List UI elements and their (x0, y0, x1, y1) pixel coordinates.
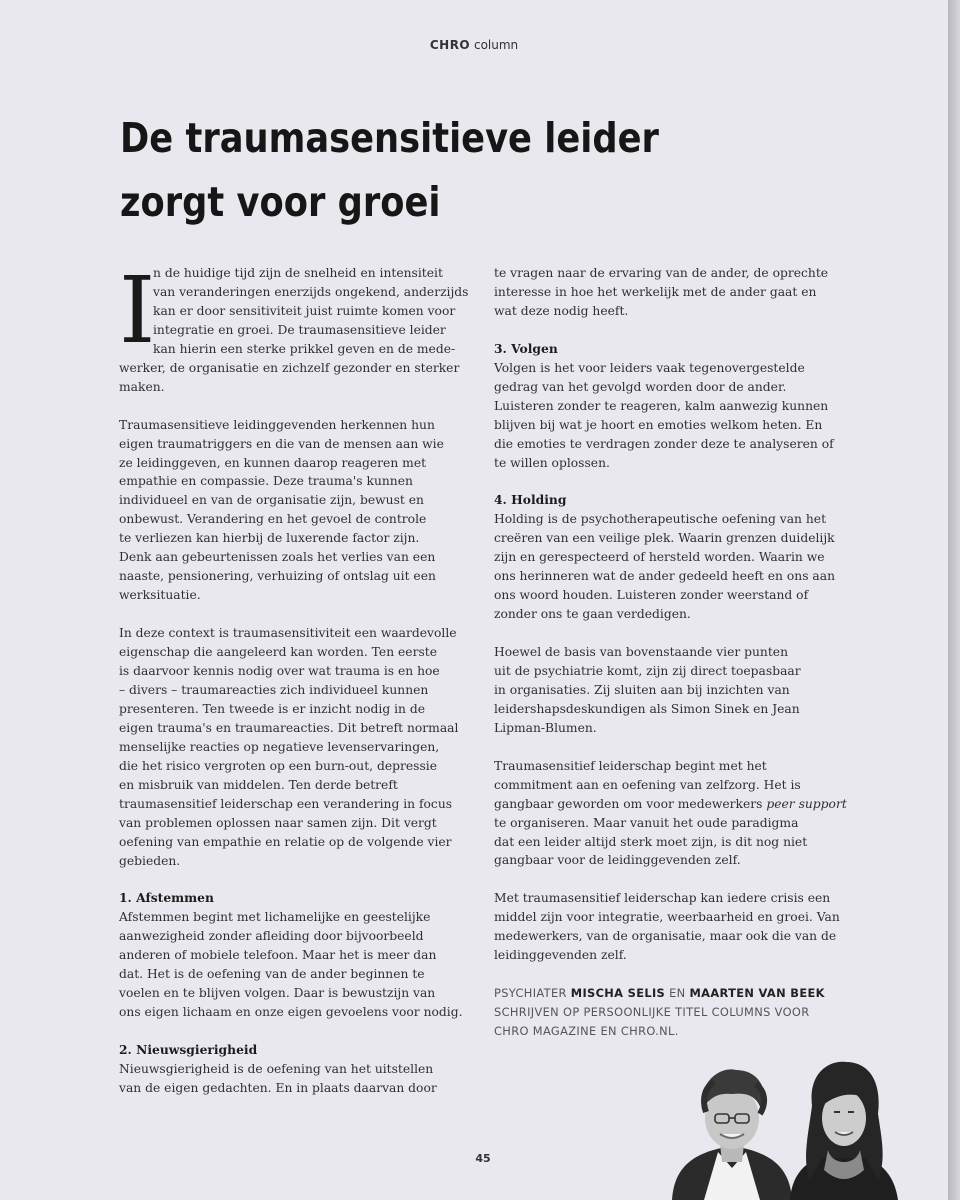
intro-line: van veranderingen enerzijds ongekend, anderzijds (153, 284, 469, 299)
text-line: en misbruik van middelen. Ten derde betreft (119, 777, 398, 792)
text-line: Traumasensitief leiderschap begint met het (494, 758, 767, 773)
text-line: eigenschap die aangeleerd kan worden. Ten eerste (119, 645, 437, 660)
paragraph-basis (494, 643, 834, 738)
text-line: gebieden. (119, 853, 181, 868)
text-line: eigen traumatriggers en die van de mensen aan wie (119, 436, 444, 451)
text-line: Met traumasensitief leiderschap kan iedere crisis een (494, 891, 831, 906)
section-nieuwsgierigheid (119, 1041, 474, 1098)
text-line: is daarvoor kennis nodig over wat trauma is en hoe (119, 663, 440, 678)
text-line: individueel en van de organisatie zijn, bewust en (119, 493, 424, 508)
text-line: Holding is de psychotherapeutische oefening van het (494, 512, 827, 527)
credit-prefix: PSYCHIATER (494, 986, 571, 1001)
text-line: te organiseren. Maar vanuit het oude paradigma (494, 815, 799, 830)
intro-line: werker, de organisatie en zichzelf gezonder en sterker (119, 360, 460, 375)
text-line: van problemen oplossen naar samen zijn. Dit vergt (119, 815, 437, 830)
page-edge (948, 0, 960, 1200)
paragraph-context (119, 624, 474, 870)
text-line: van de eigen gedachten. En in plaats daarvan door (119, 1080, 437, 1095)
text-line: gedrag van het gevolgd worden door de ander. (494, 379, 787, 394)
text-line: ons eigen lichaam en onze eigen gevoelens voor nodig. (119, 1005, 463, 1020)
text-line: – divers – traumareacties zich individueel kunnen (119, 682, 429, 697)
section-label (0, 38, 948, 52)
text-line: wat deze nodig heeft. (494, 303, 629, 318)
subheading-nieuwsgierigheid: 2. Nieuwsgierigheid (119, 1042, 258, 1058)
section-holding (494, 491, 834, 624)
text-line: dat. Het is de oefening van de ander beginnen te (119, 967, 425, 982)
text-line: blijven bij wat je hoort en emoties welkom heten. En (494, 417, 823, 432)
author-photo (632, 1040, 932, 1200)
text-line (494, 795, 847, 814)
paragraph-crisis (494, 889, 840, 965)
headline-line-2: zorgt voor groei (120, 178, 441, 226)
text-line: Denk aan gebeurtenissen zoals het verlies van een (119, 550, 436, 565)
text-line: ons woord houden. Luisteren zonder weerstand of (494, 588, 809, 603)
credit-line: CHRO MAGAZINE EN CHRO.NL. (494, 1024, 679, 1039)
text-line: werksituatie. (119, 588, 201, 603)
text-line: creëren van een veilige plek. Waarin grenzen duidelijk (494, 531, 835, 546)
text-line: aanwezigheid zonder afleiding door bijvoorbeeld (119, 929, 424, 944)
section-afstemmen (119, 889, 474, 1022)
text-line: te verliezen kan hierbij de luxerende factor zijn. (119, 531, 420, 546)
text-line: Traumasensitieve leidinggevenden herkennen hun (119, 417, 435, 432)
text-line: Hoewel de basis van bovenstaande vier punten (494, 645, 788, 660)
credit-line: SCHRIJVEN OP PERSOONLIJKE TITEL COLUMNS VOOR (494, 1005, 810, 1020)
text-line: voelen en te blijven volgen. Daar is bewustzijn van (119, 986, 436, 1001)
text-line: In deze context is traumasensitiviteit een waardevolle (119, 626, 457, 641)
intro-line: kan hierin een sterke prikkel geven en de mede- (153, 341, 456, 356)
text-line: eigen trauma's en traumareacties. Dit betreft normaal (119, 720, 459, 735)
text-line: in organisaties. Zij sluiten aan bij inzichten van (494, 682, 790, 697)
paragraph-continuation (494, 264, 834, 321)
text-line: leidinggevenden zelf. (494, 948, 627, 963)
text-line: commitment aan en oefening van zelfzorg. Het is (494, 777, 801, 792)
text-line: medewerkers, van de organisatie, maar ook die van de (494, 929, 837, 944)
text-line: Nieuwsgierigheid is de oefening van het uitstellen (119, 1061, 434, 1076)
text-line: Volgen is het voor leiders vaak tegenovergestelde (494, 360, 805, 375)
text-line: gangbaar voor de leidinggevenden zelf. (494, 853, 741, 868)
paragraph-triggers (119, 416, 474, 606)
text-line: oefening van empathie en relatie op de volgende vier (119, 834, 452, 849)
subheading-afstemmen: 1. Afstemmen (119, 890, 214, 906)
text-line: traumasensitief leiderschap een verandering in focus (119, 796, 453, 811)
text-span: gangbaar geworden om voor medewerkers (494, 796, 767, 811)
text-line: anderen of mobiele telefoon. Maar het is meer dan (119, 948, 437, 963)
credit-line (494, 984, 834, 1003)
author-name-2: MAARTEN VAN BEEK (689, 986, 825, 1001)
text-line: leidershapsdeskundigen als Simon Sinek en Jean (494, 701, 800, 716)
text-line: zijn en gerespecteerd of hersteld worden. Waarin we (494, 550, 825, 565)
author-credit (494, 984, 834, 1041)
text-line: menselijke reacties op negatieve levenservaringen, (119, 739, 440, 754)
text-line: empathie en compassie. Deze trauma's kunnen (119, 474, 413, 489)
text-line: te willen oplossen. (494, 455, 610, 470)
credit-connector: EN (665, 986, 690, 1001)
text-line: presenteren. Ten tweede is er inzicht nodig in de (119, 701, 426, 716)
headline-line-1: De traumasensitieve leider (120, 114, 659, 162)
brand-label: CHRO (429, 38, 471, 52)
text-line: dat een leider altijd sterk moet zijn, is dit nog niet (494, 834, 808, 849)
text-line: die het risico vergroten op een burn-out, depressie (119, 758, 437, 773)
text-line: te vragen naar de ervaring van de ander, de oprechte (494, 266, 829, 280)
text-line: middel zijn voor integratie, weerbaarheid en groei. Van (494, 910, 840, 925)
paragraph-commitment (494, 757, 847, 871)
section-name: column (473, 38, 519, 52)
intro-line: kan er door sensitiviteit juist ruimte komen voor (153, 303, 456, 318)
text-line: Afstemmen begint met lichamelijke en geestelijke (119, 910, 431, 925)
text-line: onbewust. Verandering en het gevoel de controle (119, 512, 427, 527)
text-line: uit de psychiatrie komt, zijn zij direct toepasbaar (494, 663, 801, 678)
article-headline (120, 106, 670, 234)
text-line: ze leidinggeven, en kunnen daarop reageren met (119, 455, 427, 470)
intro-line: maken. (119, 379, 165, 394)
intro-paragraph (119, 257, 474, 397)
subheading-holding: 4. Holding (494, 492, 567, 508)
page-number: 45 (475, 1152, 491, 1165)
drop-cap: I (119, 257, 156, 364)
man-figure (672, 1069, 792, 1200)
text-line: interesse in hoe het werkelijk met de ander gaat en (494, 284, 817, 299)
section-volgen (494, 340, 834, 473)
intro-line: integratie en groei. De traumasensitieve leider (153, 322, 446, 337)
text-line: Lipman-Blumen. (494, 720, 597, 735)
woman-figure (790, 1062, 898, 1200)
text-line: zonder ons te gaan verdedigen. (494, 607, 691, 622)
text-line: Luisteren zonder te reageren, kalm aanwezig kunnen (494, 398, 829, 413)
right-column (494, 264, 847, 1041)
text-line: die emoties te verdragen zonder deze te analyseren of (494, 436, 834, 451)
subheading-volgen: 3. Volgen (494, 340, 558, 356)
author-name-1: MISCHA SELIS (570, 986, 666, 1001)
left-column (119, 257, 474, 1098)
intro-line: n de huidige tijd zijn de snelheid en intensiteit (153, 266, 443, 280)
text-line: ons herinneren wat de ander gedeeld heeft en ons aan (494, 569, 835, 584)
italic-term: peer support (766, 796, 847, 811)
text-line: naaste, pensionering, verhuizing of ontslag uit een (119, 569, 436, 584)
